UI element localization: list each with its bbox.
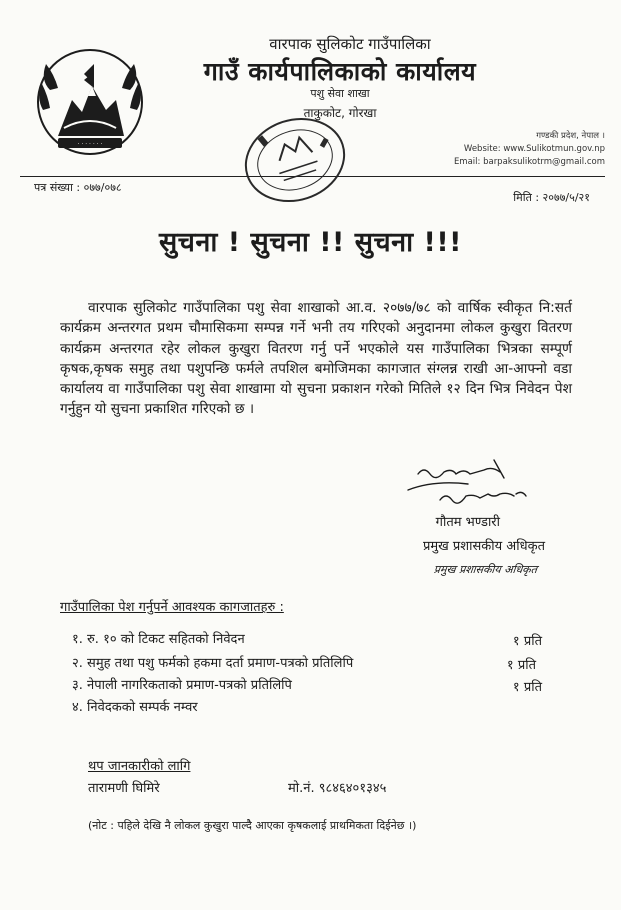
nepal-emblem-logo: [28, 40, 152, 158]
more-info-heading: थप जानकारीको लागि: [88, 759, 191, 774]
section-name: पशु सेवा शाखा: [310, 87, 370, 100]
reference-number: पत्र संख्या : ०७७/०७८: [34, 181, 122, 194]
document-item: १. रु. १० को टिकट सहितको निवेदन: [72, 632, 245, 647]
contact-block: [420, 130, 605, 169]
document-copies: १ प्रति: [512, 680, 542, 695]
signatory-designation: प्रमुख प्रशासकीय अधिकृत: [422, 539, 545, 554]
header-divider: [20, 176, 605, 177]
contact-person-name: तारामणी घिमिरे: [88, 781, 160, 796]
official-round-stamp: [232, 108, 358, 212]
document-copies: १ प्रति: [506, 658, 536, 673]
office-address: ताकुकोट, गोरखा: [303, 106, 377, 120]
website-text: Website: www.Sulikotmun.gov.np: [463, 144, 605, 154]
province-label: गण्डकी प्रदेश, नेपाल ।: [536, 131, 605, 141]
office-name: गाउँ कार्यपालिकाको कार्यालय: [203, 57, 477, 86]
letter-date: मिति : २०७७/५/२१: [513, 191, 590, 204]
footer-note: (नोट : पहिले देखि नै लोकल कुखुरा पाल्दैै आएका कृषकलाई प्राथमिकता दिईनेछ ।): [88, 819, 417, 832]
handwritten-signature: [404, 454, 554, 508]
email-text: Email: barpaksulikotrm@gmail.com: [453, 157, 605, 167]
document-copies: १ प्रति: [512, 634, 542, 649]
contact-mobile-number: मो.नं. ९८४६४०१३४५: [288, 781, 387, 796]
signatory-name: गौतम भण्डारी: [435, 515, 500, 530]
svg-text:· · · · · · ·: · · · · · · ·: [77, 141, 103, 148]
document-item: ३. नेपाली नागरिकताको प्रमाण-पत्रको प्रतिलिपि: [72, 678, 292, 693]
notice-body: वारपाक सुलिकोट गाउँपालिका पशु सेवा शाखाको आ.व. २०७७/७८ को वार्षिक स्वीकृत नि:सर्त कार्यक्रम अन्तरगत प्रथम चौमासिकमा सम्पन्न गर्ने भनी तय गरिएको अनुदानमा लोकल कुखुरा वितरण कार्यक्रम अन्तरगत रहेर लोकल कुखुरा वितरण गर्नु पर्ने भएकोले यस गाउँपालिका भित्रका सम्पूर्ण कृषक,कृषक समुह तथा पशुपन्छि फर्मले तपशिल बमोजिमका कागजात संग्लन्न राखी आ-आफ्नो वडा कार्यालय वा गाउँपालिका पशु सेवा शाखामा यो सुचना प्रकाशन गरेको मितिले १२ दिन भित्र निवेदन पेश गर्नुहुन यो सुचना प्रकाशित गरिएको छ ।: [60, 300, 572, 418]
document-item: २. समुह तथा पशु फर्मको हकमा दर्ता प्रमाण-पत्रको प्रतिलिपि: [72, 656, 354, 671]
documents-heading: गाउँपालिका पेश गर्नुपर्ने आवश्यक कागजातहरु :: [60, 600, 284, 615]
designation-stamp: प्रमुख प्रशासकीय अधिकृत: [433, 563, 538, 576]
notice-title: सुचना ! सुचना !! सुचना !!!: [158, 227, 462, 258]
document-item: ४. निवेदकको सम्पर्क नम्वर: [72, 700, 198, 715]
municipality-name: वारपाक सुलिकोट गाउँपालिका: [269, 35, 431, 53]
